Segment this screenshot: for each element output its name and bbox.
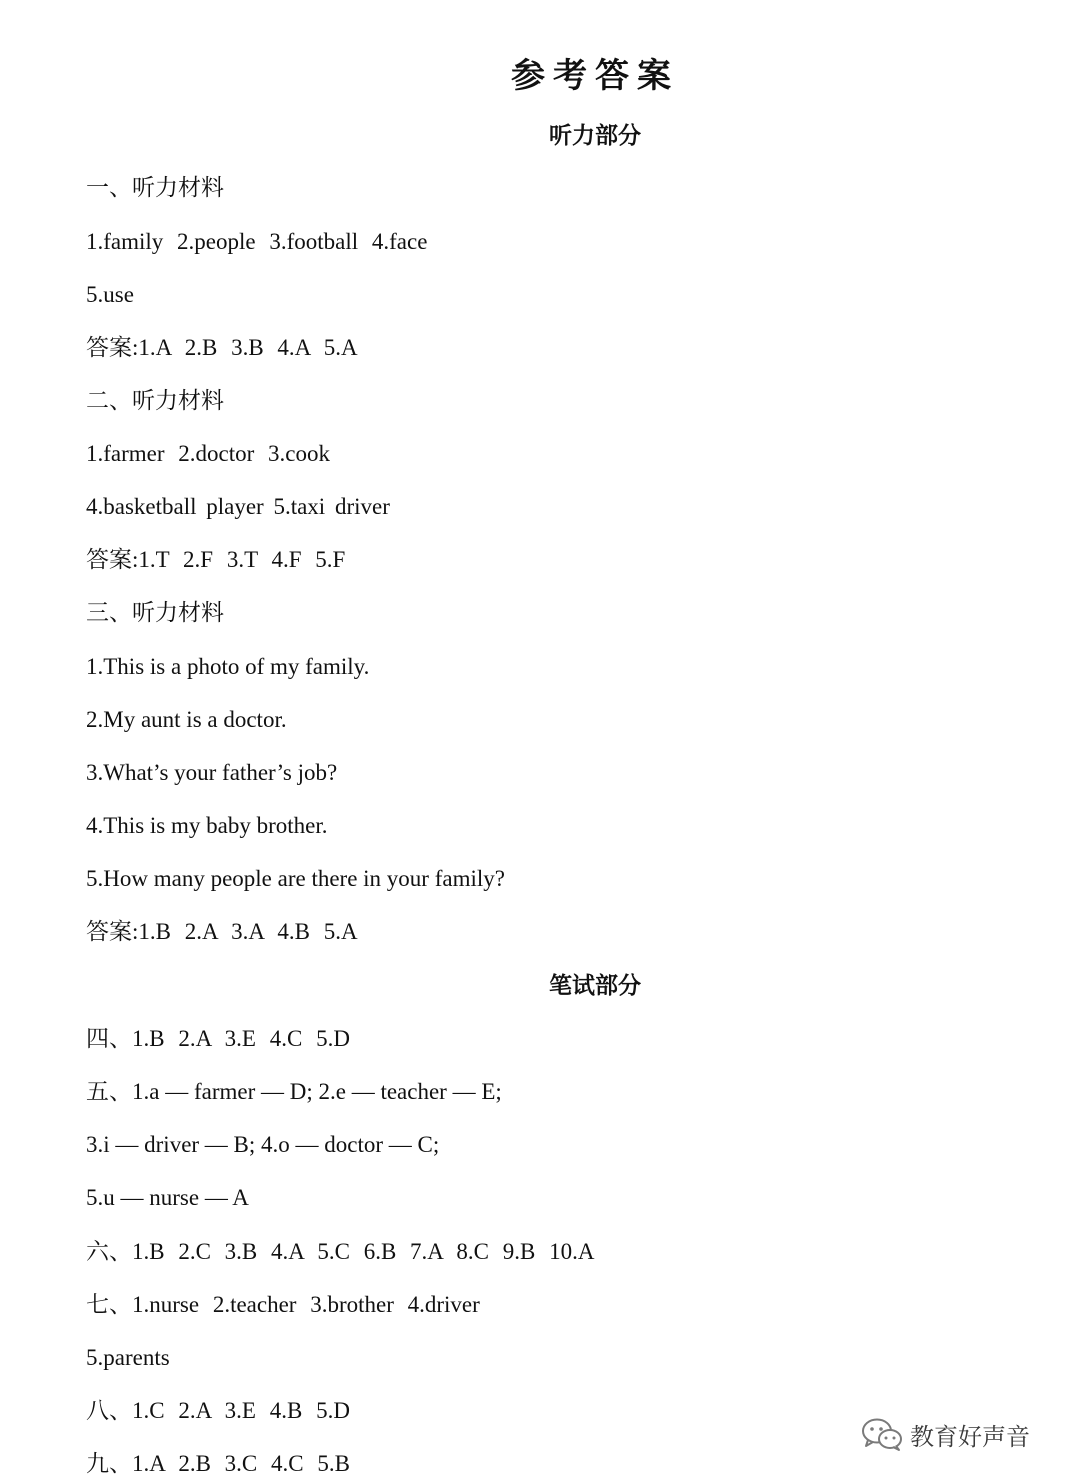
part3-answer: 答案:1.B 2.A 3.A 4.B 5.A <box>86 919 358 944</box>
written-line-7a: 七、1.nurse 2.teacher 3.brother 4.driver <box>86 1292 480 1317</box>
written-line-8: 八、1.C 2.A 3.E 4.B 5.D <box>86 1398 350 1423</box>
watermark-text: 教育好声音 <box>910 1422 1030 1451</box>
part2-answer: 答案:1.T 2.F 3.T 4.F 5.F <box>86 547 346 572</box>
written-section-heading: 笔试部分 <box>549 973 641 999</box>
written-line-5c: 5.u — nurse — A <box>86 1185 249 1210</box>
part3-sentence-3: 3.What’s your father’s job? <box>86 760 338 785</box>
part3-sentence-5: 5.How many people are there in your family? <box>86 866 505 891</box>
page-title: 参考答案 <box>511 56 679 96</box>
part2-label: 二、听力材料 <box>86 388 224 414</box>
written-line-5a: 五、1.a — farmer — D; 2.e — teacher — E; <box>86 1079 502 1104</box>
written-line-4: 四、1.B 2.A 3.E 4.C 5.D <box>86 1026 350 1051</box>
written-line-7b: 5.parents <box>86 1345 170 1370</box>
watermark <box>860 1414 1030 1454</box>
part1-label: 一、听力材料 <box>86 175 224 201</box>
wechat-icon <box>860 1416 904 1452</box>
part3-sentence-4: 4.This is my baby brother. <box>86 813 328 838</box>
written-line-9: 九、1.A 2.B 3.C 4.C 5.B <box>86 1451 350 1476</box>
part3-sentence-2: 2.My aunt is a doctor. <box>86 707 287 732</box>
written-line-6: 六、1.B 2.C 3.B 4.A 5.C 6.B 7.A 8.C 9.B 10.A <box>86 1239 595 1264</box>
written-line-5b: 3.i — driver — B; 4.o — doctor — C; <box>86 1132 440 1157</box>
part3-label: 三、听力材料 <box>86 600 224 626</box>
part1-words-line1: 1.family 2.people 3.football 4.face <box>86 229 428 254</box>
part2-words-line2: 4.basketball player 5.taxi driver <box>86 494 390 519</box>
part1-words-line2: 5.use <box>86 282 134 307</box>
part2-words-line1: 1.farmer 2.doctor 3.cook <box>86 441 331 466</box>
part1-answer: 答案:1.A 2.B 3.B 4.A 5.A <box>86 335 358 360</box>
part3-sentence-1: 1.This is a photo of my family. <box>86 654 370 679</box>
listening-section-heading: 听力部分 <box>549 123 641 149</box>
